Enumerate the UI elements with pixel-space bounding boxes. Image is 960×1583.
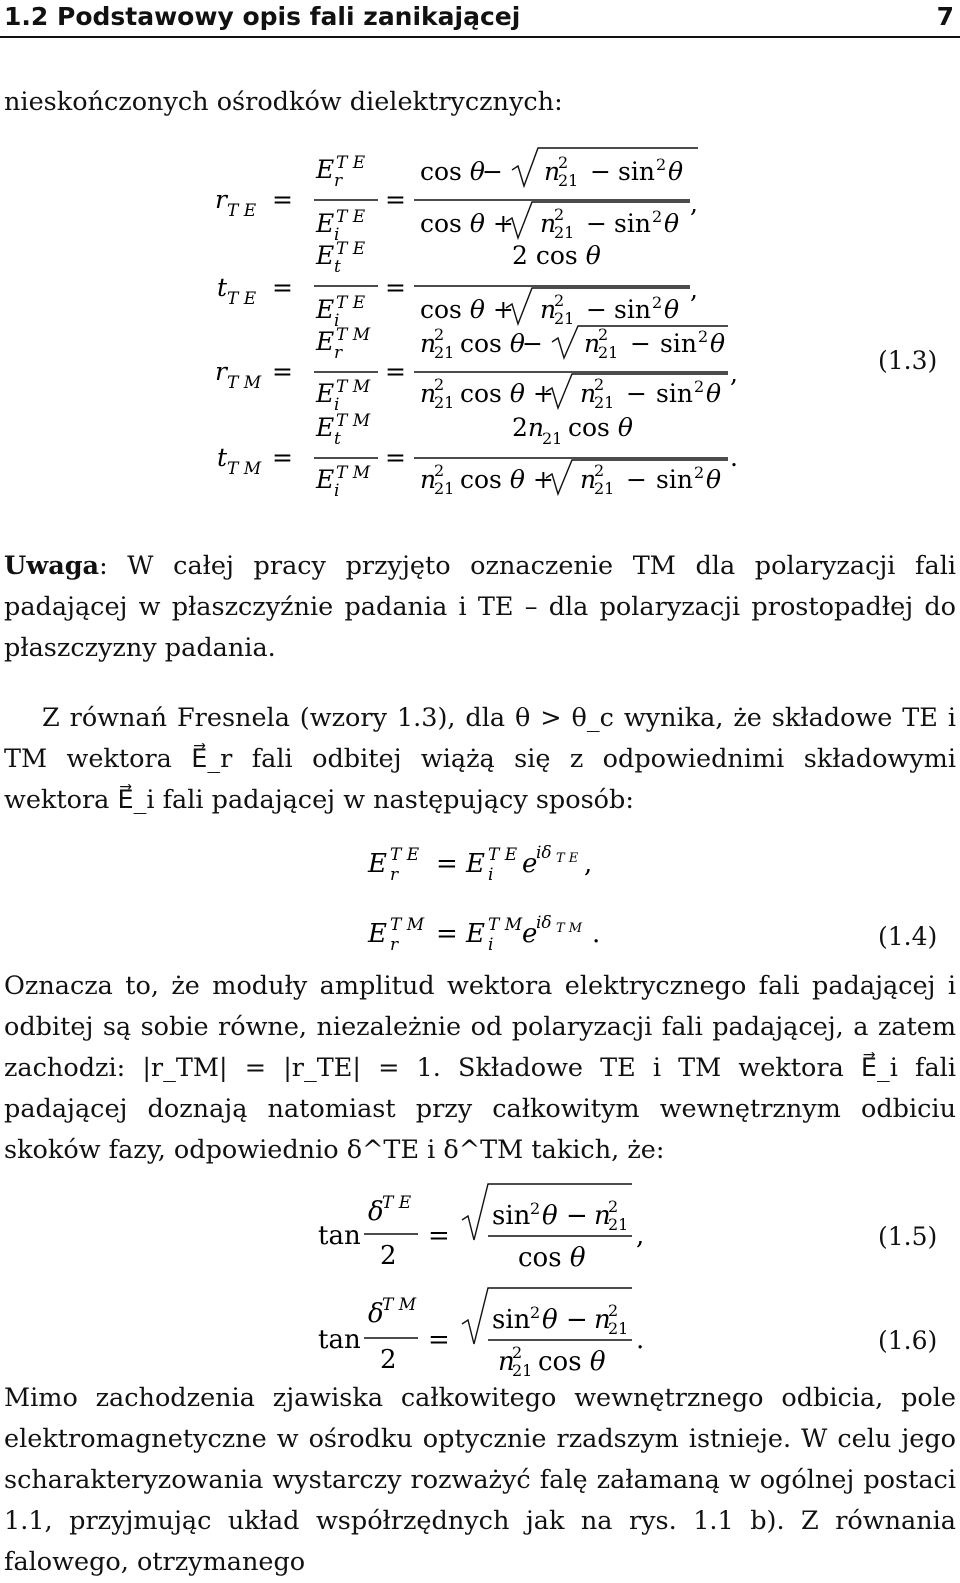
svg-text:=: = <box>272 357 293 386</box>
svg-text:cos θ: cos θ <box>538 1347 606 1377</box>
svg-text:iδ: iδ <box>536 843 552 863</box>
svg-text:−: − <box>630 329 651 358</box>
svg-text:E: E <box>368 849 387 879</box>
svg-text:E: E <box>368 919 387 949</box>
svg-text:21: 21 <box>542 429 563 448</box>
svg-text:θ: θ <box>710 329 726 358</box>
svg-text:n: n <box>594 1305 611 1335</box>
equation-1-3 <box>0 140 960 520</box>
svg-text:T M: T M <box>336 411 371 431</box>
svg-text:t: t <box>217 443 228 472</box>
svg-text:2: 2 <box>512 1343 523 1362</box>
svg-text:cos θ: cos θ <box>420 157 485 186</box>
svg-text:−: − <box>566 1201 588 1231</box>
svg-text:E: E <box>466 919 485 949</box>
svg-text:T M: T M <box>382 1295 417 1315</box>
svg-text:21: 21 <box>608 1319 629 1338</box>
svg-text:,: , <box>690 189 698 218</box>
svg-text:21: 21 <box>608 1215 629 1234</box>
svg-text:21: 21 <box>554 223 575 242</box>
svg-text:=: = <box>272 185 293 214</box>
svg-text:21: 21 <box>434 343 455 362</box>
svg-text:.: . <box>730 443 738 472</box>
svg-text:2: 2 <box>594 461 605 480</box>
svg-text:=: = <box>428 1221 450 1251</box>
svg-text:2: 2 <box>434 325 445 344</box>
svg-text:T M: T M <box>336 377 371 397</box>
uwaga-paragraph <box>4 546 956 669</box>
svg-text:T E: T E <box>336 207 366 227</box>
svg-text:i: i <box>334 225 340 245</box>
svg-text:n: n <box>420 465 437 494</box>
svg-text:=: = <box>385 357 406 386</box>
svg-text:2n: 2n <box>512 413 545 442</box>
svg-text:−: − <box>586 209 607 238</box>
svg-text:i: i <box>488 935 494 955</box>
svg-text:n: n <box>594 1201 611 1231</box>
svg-text:=: = <box>272 273 293 302</box>
svg-text:E: E <box>316 295 335 324</box>
svg-text:=: = <box>428 1325 450 1355</box>
running-header <box>0 0 960 38</box>
svg-text:,: , <box>690 275 698 304</box>
svg-text:2: 2 <box>554 205 565 224</box>
svg-text:2: 2 <box>652 207 663 226</box>
svg-text:2: 2 <box>594 375 605 394</box>
uwaga-text: : W całej pracy przyjęto oznaczenie TM dla polaryzacji fali padającej w płaszczyźnie padania i TE – dla polaryzacji prostopadłej do płaszczyzny padania. <box>4 551 956 663</box>
svg-text:cos θ: cos θ <box>460 329 525 358</box>
svg-text:T E: T E <box>556 851 579 866</box>
section-title: 1.2 Podstawowy opis fali zanikającej <box>4 2 521 31</box>
svg-text:r: r <box>334 343 343 363</box>
svg-text:E: E <box>316 327 335 356</box>
svg-text:n: n <box>544 157 561 186</box>
equation-label-1-4: (1.4) <box>878 922 938 951</box>
svg-text:21: 21 <box>558 171 579 190</box>
svg-text:sin: sin <box>492 1305 531 1335</box>
svg-text:T M: T M <box>227 459 262 479</box>
svg-text:2: 2 <box>608 1197 619 1216</box>
svg-text:n: n <box>580 465 597 494</box>
svg-text:r: r <box>215 185 227 214</box>
svg-text:θ: θ <box>706 465 722 494</box>
svg-text:sin: sin <box>614 209 651 238</box>
svg-text:sin: sin <box>656 379 693 408</box>
svg-text:r: r <box>215 357 227 386</box>
svg-text:,: , <box>730 359 738 388</box>
svg-text:2: 2 <box>558 153 569 172</box>
svg-text:r: r <box>334 171 343 191</box>
svg-text:T E: T E <box>336 239 366 259</box>
svg-text:E: E <box>316 155 335 184</box>
svg-text:T E: T E <box>336 293 366 313</box>
svg-text:cos θ: cos θ <box>518 1243 586 1273</box>
svg-text:r: r <box>390 865 399 885</box>
svg-text:cos θ +: cos θ + <box>420 209 514 238</box>
svg-text:n: n <box>540 209 557 238</box>
svg-text:T M: T M <box>390 915 425 935</box>
svg-text:E: E <box>466 849 485 879</box>
svg-text:21: 21 <box>594 393 615 412</box>
svg-text:T E: T E <box>227 289 257 309</box>
svg-text:−: − <box>586 295 607 324</box>
svg-text:θ: θ <box>664 295 680 324</box>
svg-text:=: = <box>385 443 406 472</box>
svg-text:−: − <box>590 157 611 186</box>
svg-text:21: 21 <box>434 479 455 498</box>
svg-text:sin: sin <box>492 1201 531 1231</box>
svg-text:E: E <box>316 241 335 270</box>
svg-text:n: n <box>420 379 437 408</box>
equation-1-4 <box>0 820 960 970</box>
svg-text:T E: T E <box>227 201 257 221</box>
svg-text:T M: T M <box>336 325 371 345</box>
svg-text:−: − <box>626 379 647 408</box>
svg-text:e: e <box>522 919 538 949</box>
svg-text:cos θ +: cos θ + <box>460 465 554 494</box>
svg-text:n: n <box>580 379 597 408</box>
oznacza-paragraph: Oznacza to, że moduły amplitud wektora elektrycznego fali padającej i odbitej są sobie równe, niezależnie od polaryzacji fali padającej, a zatem zachodzi: |r_TM| = |r_TE| = 1. Składowe TE i TM wektora E⃗_i fali padającej doznają natomiast przy całkowitym wewnętrznym odbiciu skoków fazy, odpowiednio δ^TE i δ^TM takich, że: <box>4 971 956 1165</box>
svg-text:2: 2 <box>434 375 445 394</box>
svg-text:sin: sin <box>614 295 651 324</box>
svg-text:21: 21 <box>512 1361 533 1380</box>
equation-1-5-1-6 <box>0 1180 960 1390</box>
svg-text:t: t <box>334 429 341 449</box>
svg-text:E: E <box>316 413 335 442</box>
svg-text:T E: T E <box>390 845 420 865</box>
svg-text:T E: T E <box>488 845 518 865</box>
svg-text:2: 2 <box>530 1303 541 1322</box>
svg-text:sin: sin <box>660 329 697 358</box>
svg-text:t: t <box>334 257 341 277</box>
svg-text:n: n <box>498 1347 515 1377</box>
svg-text:i: i <box>334 395 340 415</box>
svg-text:−: − <box>566 1305 588 1335</box>
svg-text:t: t <box>217 273 228 302</box>
svg-text:T M: T M <box>488 915 523 935</box>
svg-text:E: E <box>316 465 335 494</box>
svg-text:2: 2 <box>434 461 445 480</box>
svg-text:δ: δ <box>368 1299 384 1329</box>
svg-text:=: = <box>385 185 406 214</box>
svg-text:2: 2 <box>608 1301 619 1320</box>
svg-text:θ: θ <box>664 209 680 238</box>
svg-text:cos θ +: cos θ + <box>460 379 554 408</box>
svg-text:n: n <box>584 329 601 358</box>
svg-text:iδ: iδ <box>536 913 552 933</box>
svg-text:21: 21 <box>554 309 575 328</box>
svg-text:T M: T M <box>227 373 262 393</box>
svg-text:,: , <box>636 1221 645 1251</box>
uwaga-label: Uwaga <box>4 551 100 581</box>
svg-text:=: = <box>272 443 293 472</box>
svg-text:T M: T M <box>336 463 371 483</box>
svg-text:2: 2 <box>694 377 705 396</box>
mimo-paragraph: Mimo zachodzenia zjawiska całkowitego wewnętrznego odbicia, pole elektromagnetyczne w ośrodku optycznie rzadszym istnieje. W celu jego scharakteryzowania wystarczy rozważyć falę załamaną w ogólnej postaci 1.1, przyjmując układ współrzędnych jak na rys. 1.1 b). Z równania falowego, otrzymanego <box>4 1383 956 1577</box>
intro-paragraph: nieskończonych ośrodków dielektrycznych: <box>4 87 563 117</box>
svg-text:δ: δ <box>368 1197 384 1227</box>
svg-text:−: − <box>626 465 647 494</box>
svg-text:θ: θ <box>542 1305 558 1335</box>
svg-text:T E: T E <box>336 153 366 173</box>
svg-text:21: 21 <box>434 393 455 412</box>
svg-text:n: n <box>540 295 557 324</box>
svg-text:cos θ +: cos θ + <box>420 295 514 324</box>
svg-text:2: 2 <box>694 463 705 482</box>
svg-text:21: 21 <box>594 479 615 498</box>
svg-text:E: E <box>316 209 335 238</box>
svg-text:−: − <box>522 329 543 358</box>
equation-label-1-6: (1.6) <box>878 1326 938 1355</box>
svg-text:tan: tan <box>318 1221 361 1251</box>
svg-text:−: − <box>482 157 503 186</box>
svg-text:2: 2 <box>656 155 667 174</box>
svg-text:=: = <box>436 919 458 949</box>
svg-text:sin: sin <box>656 465 693 494</box>
svg-text:.: . <box>592 919 601 949</box>
svg-text:2: 2 <box>380 1345 397 1375</box>
svg-text:cos θ: cos θ <box>568 413 633 442</box>
svg-text:2 cos θ: 2 cos θ <box>512 241 601 270</box>
svg-text:tan: tan <box>318 1325 361 1355</box>
svg-text:e: e <box>522 849 538 879</box>
fresnel-paragraph: Z równań Fresnela (wzory 1.3), dla θ > θ_c wynika, że składowe TE i TM wektora E⃗_r fali odbitej wiążą się z odpowiednimi składowymi wektora E⃗_i fali padającej w następujący sposób: <box>4 703 956 815</box>
svg-text:θ: θ <box>542 1201 558 1231</box>
svg-text:i: i <box>334 481 340 501</box>
svg-text:i: i <box>334 311 340 331</box>
equation-label-1-5: (1.5) <box>878 1222 938 1251</box>
svg-text:r: r <box>390 935 399 955</box>
svg-text:T E: T E <box>382 1193 412 1213</box>
svg-text:T M: T M <box>556 921 583 936</box>
svg-text:=: = <box>436 849 458 879</box>
svg-text:E: E <box>316 379 335 408</box>
equation-label-1-3: (1.3) <box>878 346 938 375</box>
svg-text:θ: θ <box>668 157 684 186</box>
svg-text:2: 2 <box>698 327 709 346</box>
svg-text:i: i <box>488 865 494 885</box>
svg-text:2: 2 <box>598 325 609 344</box>
svg-text:=: = <box>385 273 406 302</box>
svg-text:2: 2 <box>380 1241 397 1271</box>
svg-text:n: n <box>420 329 437 358</box>
page-number: 7 <box>936 2 954 31</box>
svg-text:sin: sin <box>618 157 655 186</box>
svg-text:2: 2 <box>652 293 663 312</box>
svg-text:2: 2 <box>530 1199 541 1218</box>
svg-text:,: , <box>584 849 593 879</box>
svg-text:2: 2 <box>554 291 565 310</box>
svg-text:θ: θ <box>706 379 722 408</box>
svg-text:.: . <box>636 1325 645 1355</box>
svg-text:21: 21 <box>598 343 619 362</box>
